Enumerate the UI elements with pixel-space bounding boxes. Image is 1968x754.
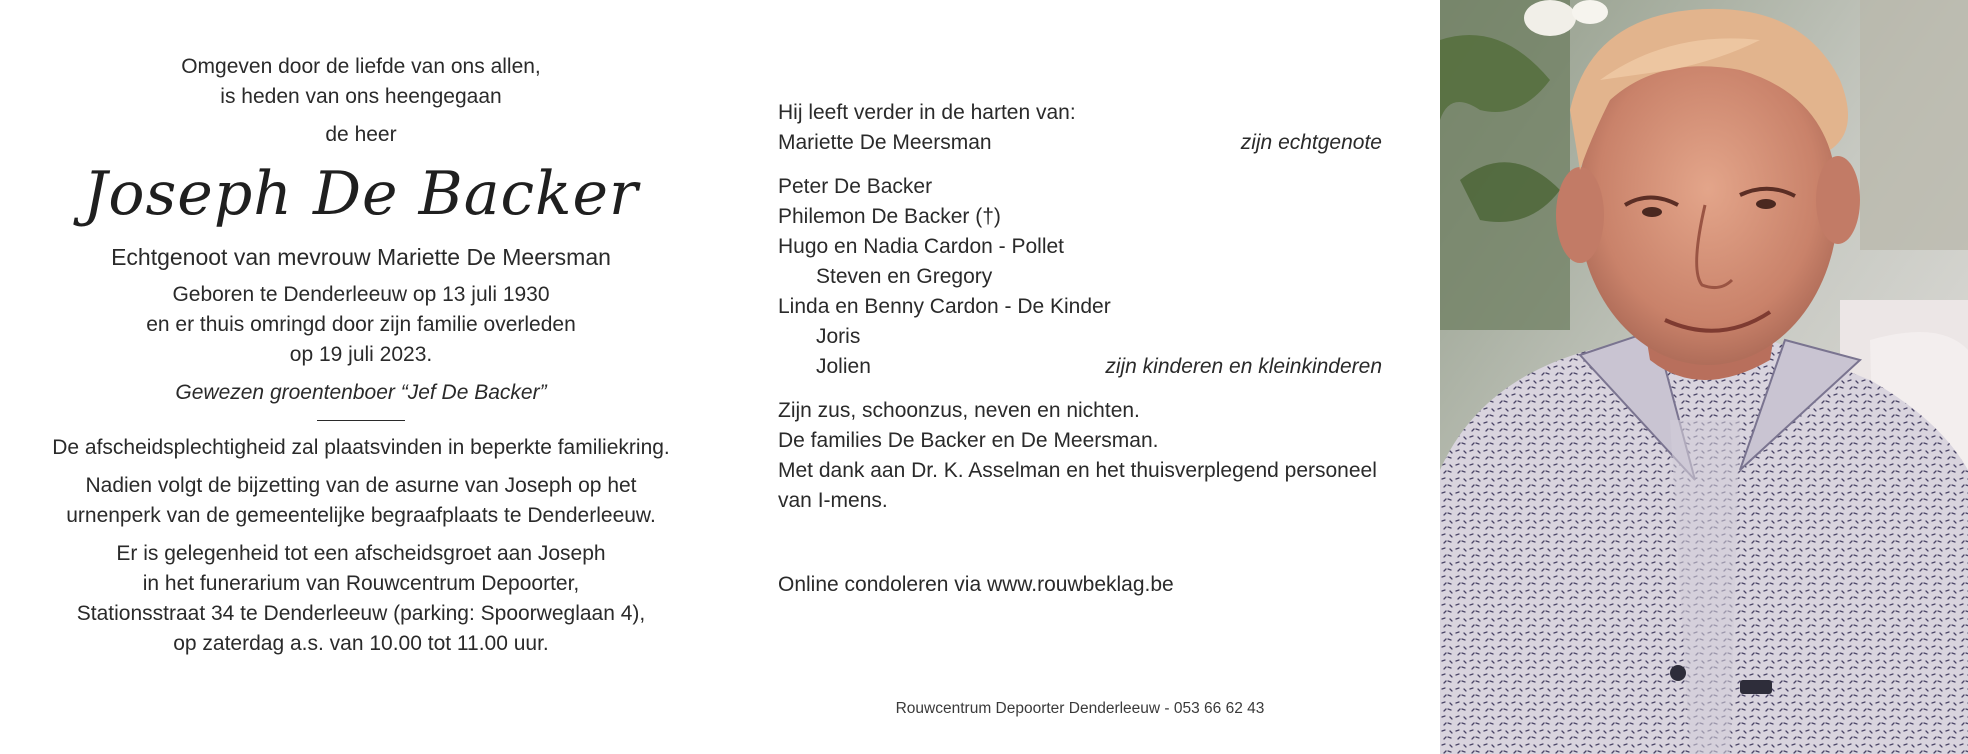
grandchild-name: Jolien bbox=[816, 355, 871, 378]
child-name: Hugo en Nadia Cardon - Pollet bbox=[778, 235, 1065, 258]
children-role: zijn kinderen en kleinkinderen bbox=[1105, 355, 1382, 378]
funeral-home-footer: Rouwcentrum Depoorter Denderleeuw - 053 66 62 43 bbox=[895, 700, 1265, 717]
families-line: De families De Backer en De Meersman. bbox=[778, 429, 1159, 452]
occupation: Gewezen groentenboer “Jef De Backer” bbox=[175, 381, 547, 404]
family-column bbox=[778, 98, 1382, 600]
children-list bbox=[778, 172, 1382, 382]
ceremony-text: De afscheidsplechtigheid zal plaatsvinden in beperkte familiekring. bbox=[52, 436, 670, 459]
divider bbox=[317, 420, 405, 421]
children-last-row bbox=[778, 352, 1382, 382]
child-name: Philemon De Backer (†) bbox=[778, 205, 1001, 228]
portrait-photo bbox=[1440, 0, 1968, 754]
online-condolence: Online condoleren via www.rouwbeklag.be bbox=[778, 573, 1174, 596]
born-line-3: op 19 juli 2023. bbox=[289, 343, 433, 366]
visit-line-1: Er is gelegenheid tot een afscheidsgroet aan Joseph bbox=[116, 542, 606, 565]
born-line-1: Geboren te Denderleeuw op 13 juli 1930 bbox=[172, 283, 550, 306]
wife-role: zijn echtgenote bbox=[1240, 131, 1382, 154]
visit-line-4: op zaterdag a.s. van 10.00 tot 11.00 uur. bbox=[173, 632, 549, 655]
urn-line-2: urnenperk van de gemeentelijke begraafplaats te Denderleeuw. bbox=[66, 504, 656, 527]
siblings-line: Zijn zus, schoonzus, neven en nichten. bbox=[778, 399, 1140, 422]
grandchild-name: Steven en Gregory bbox=[816, 265, 993, 288]
intro-line-2: is heden van ons heengegaan bbox=[220, 85, 502, 108]
announcement-column bbox=[20, 52, 702, 659]
wife-name: Mariette De Meersman bbox=[778, 131, 992, 154]
wife-row bbox=[778, 128, 1382, 158]
spouse-line: Echtgenoot van mevrouw Mariette De Meersman bbox=[111, 244, 611, 270]
family-heading: Hij leeft verder in de harten van: bbox=[778, 101, 1076, 124]
child-name: Peter De Backer bbox=[778, 175, 933, 198]
urn-line-1: Nadien volgt de bijzetting van de asurne van Joseph op het bbox=[85, 474, 637, 497]
child-name: Linda en Benny Cardon - De Kinder bbox=[778, 295, 1111, 318]
grandchild-name: Joris bbox=[816, 325, 861, 348]
visit-line-3: Stationsstraat 34 te Denderleeuw (parking: Spoorweglaan 4), bbox=[76, 602, 646, 625]
intro-line-1: Omgeven door de liefde van ons allen, bbox=[181, 55, 541, 78]
visit-line-2: in het funerarium van Rouwcentrum Depoorter, bbox=[142, 572, 580, 595]
born-line-2: en er thuis omringd door zijn familie overleden bbox=[146, 313, 576, 336]
deceased-name: Joseph De Backer bbox=[83, 159, 639, 229]
honorific: de heer bbox=[325, 123, 397, 146]
thanks-text: Met dank aan Dr. K. Asselman en het thuisverplegend personeel van I-mens. bbox=[778, 459, 1377, 512]
